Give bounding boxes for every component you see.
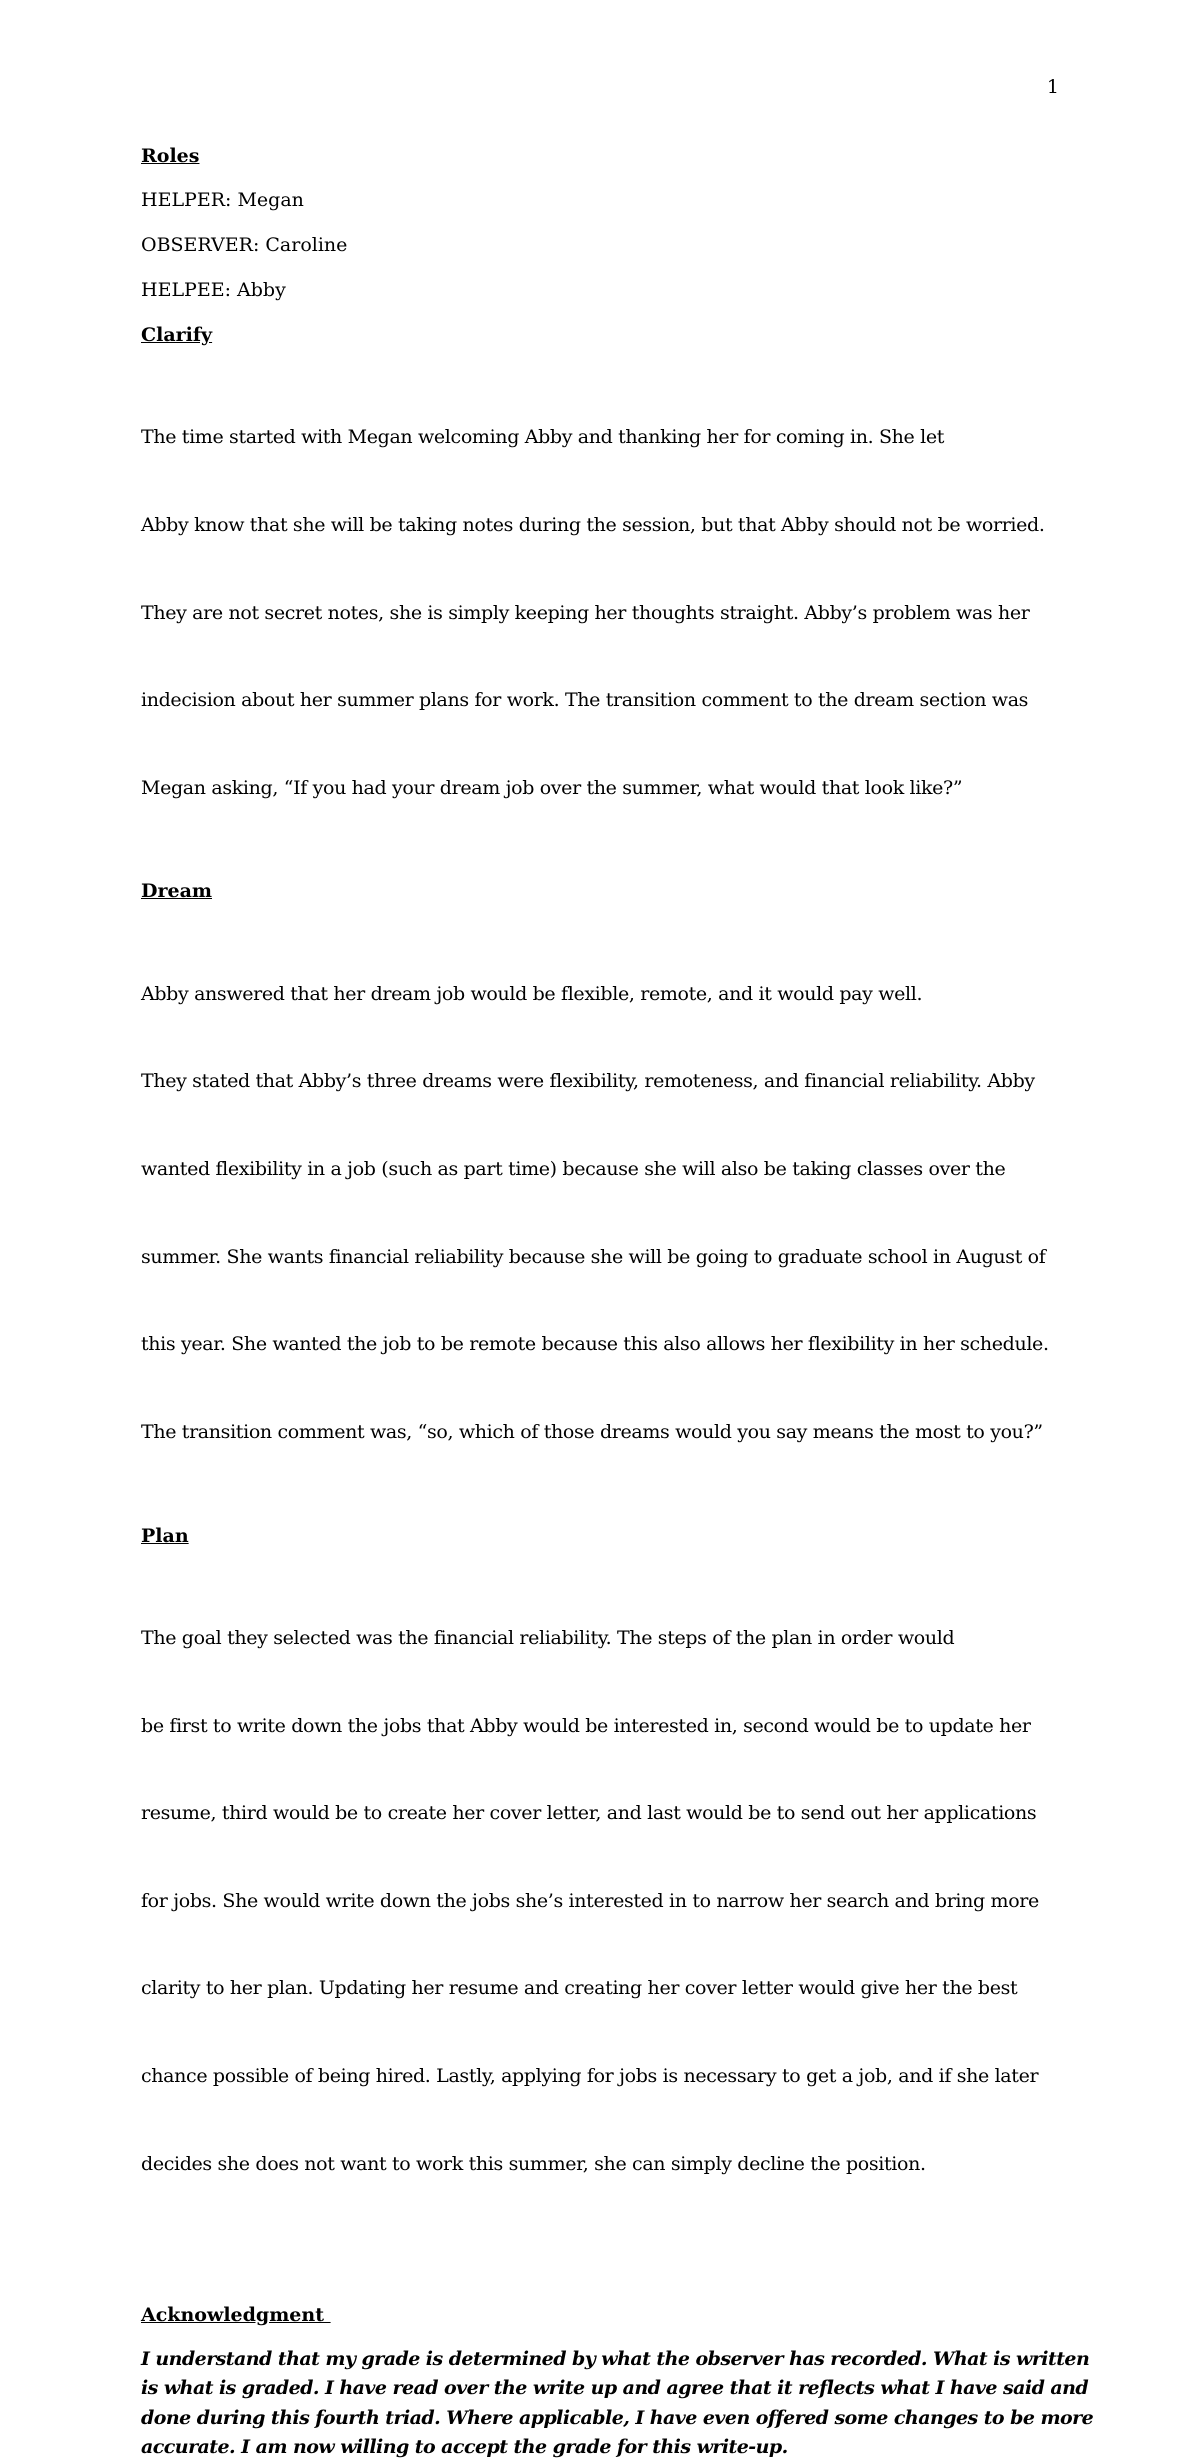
plan-line: be first to write down the jobs that Abby would be interested in, second would be to update her bbox=[141, 1714, 1031, 1737]
plan-line: clarity to her plan. Updating her resume and creating her cover letter would give her the best bbox=[141, 1977, 1018, 2000]
dream-line: They stated that Abby’s three dreams were flexibility, remoteness, and financial reliability. Abby bbox=[141, 1070, 1035, 1093]
clarify-line: They are not secret notes, she is simply keeping her thoughts straight. Abby’s problem was her bbox=[141, 601, 1030, 624]
clarify-line: indecision about her summer plans for work. The transition comment to the dream section was bbox=[141, 689, 1029, 712]
dream-line: Abby answered that her dream job would be flexible, remote, and it would pay well. bbox=[141, 982, 923, 1005]
dream-line: wanted flexibility in a job (such as part time) because she will also be taking classes over the bbox=[141, 1158, 1006, 1181]
roles-heading: Roles bbox=[141, 145, 200, 167]
clarify-paragraph bbox=[141, 365, 1061, 861]
dream-paragraph bbox=[141, 921, 1061, 1505]
plan-line: resume, third would be to create her cover letter, and last would be to send out her applications bbox=[141, 1802, 1037, 1825]
plan-line: decides she does not want to work this summer, she can simply decline the position. bbox=[141, 2152, 926, 2175]
dream-line: summer. She wants financial reliability because she will be going to graduate school in August of bbox=[141, 1245, 1046, 1268]
clarify-line: Abby know that she will be taking notes during the session, but that Abby should not be worried. bbox=[141, 514, 1045, 537]
plan-line: for jobs. She would write down the jobs she’s interested in to narrow her search and bring more bbox=[141, 1889, 1039, 1912]
page-number: 1 bbox=[1046, 76, 1059, 98]
dream-line: this year. She wanted the job to be remote because this also allows her flexibility in her schedule. bbox=[141, 1333, 1049, 1356]
acknowledgment-line: accurate. I am now willing to accept the grade for this write-up. bbox=[141, 2435, 788, 2458]
dream-heading: Dream bbox=[141, 880, 212, 903]
acknowledgment-line: I understand that my grade is determined by what the observer has recorded. What is written bbox=[141, 2348, 1090, 2371]
plan-heading: Plan bbox=[141, 1524, 189, 1547]
helper-line: HELPER: Megan bbox=[141, 189, 304, 211]
observer-line: OBSERVER: Caroline bbox=[141, 234, 348, 256]
acknowledgment-statement bbox=[141, 2345, 1094, 2462]
dream-line: The transition comment was, “so, which of those dreams would you say means the most to you?” bbox=[141, 1420, 1043, 1443]
helpee-line: HELPEE: Abby bbox=[141, 279, 286, 301]
document-body bbox=[141, 142, 1094, 2462]
plan-line: The goal they selected was the financial reliability. The steps of the plan in order would bbox=[141, 1626, 955, 1649]
acknowledgment-line: done during this fourth triad. Where applicable, I have even offered some changes to be more bbox=[141, 2406, 1094, 2429]
clarify-line: Megan asking, “If you had your dream job over the summer, what would that look like?” bbox=[141, 776, 963, 799]
plan-line: chance possible of being hired. Lastly, applying for jobs is necessary to get a job, and if she later bbox=[141, 2064, 1039, 2087]
plan-paragraph bbox=[141, 1566, 1061, 2238]
acknowledgment-line: is what is graded. I have read over the write up and agree that it reflects what I have said and bbox=[141, 2377, 1089, 2400]
clarify-line: The time started with Megan welcoming Abby and thanking her for coming in. She let bbox=[141, 426, 945, 449]
clarify-heading: Clarify bbox=[141, 324, 213, 346]
acknowledgment-heading: Acknowledgment bbox=[141, 2304, 331, 2327]
section-spacer bbox=[141, 2253, 1061, 2301]
